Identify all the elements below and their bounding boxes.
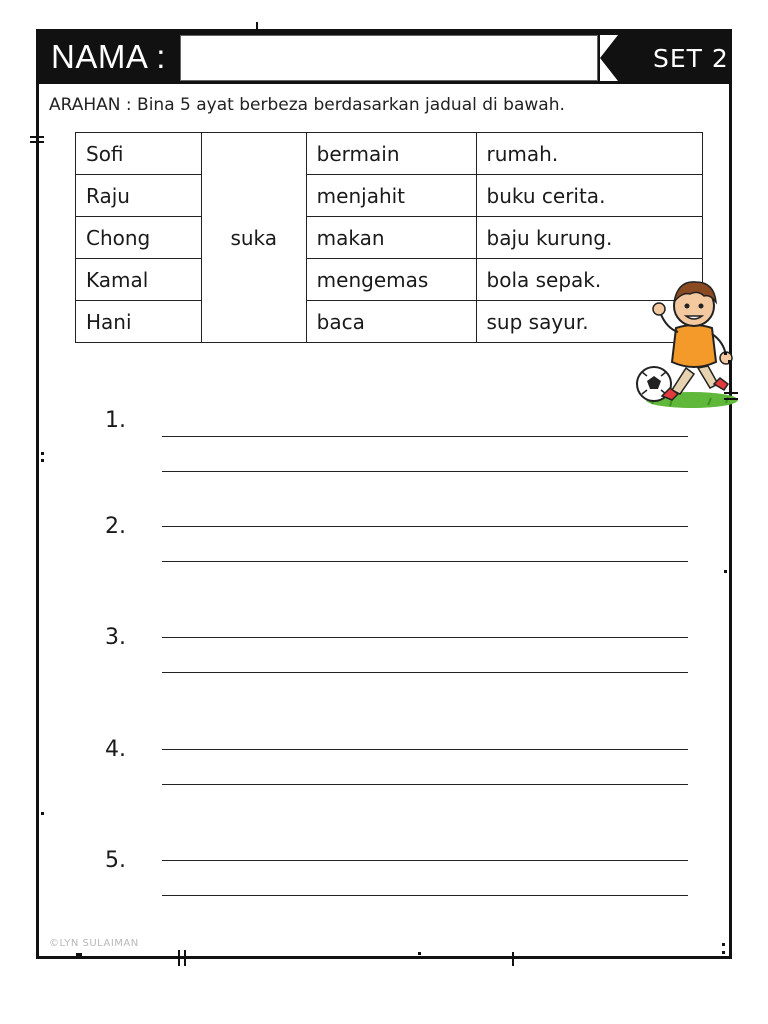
table-row: [76, 301, 703, 343]
action-cell: bermain: [306, 133, 476, 175]
border-tick: [30, 136, 44, 138]
border-tick: [724, 398, 738, 400]
object-cell: baju kurung.: [476, 217, 702, 259]
border-tick: [256, 22, 258, 30]
answer-line[interactable]: [162, 637, 688, 638]
name-field[interactable]: [180, 35, 598, 81]
word-table: [75, 132, 703, 343]
border-tick: [178, 950, 180, 966]
border-tick: [512, 952, 514, 966]
answer-number: 4.: [105, 737, 126, 762]
border-dot: [724, 352, 727, 355]
set-tag-notch: [600, 35, 618, 81]
border-tick: [30, 141, 44, 143]
answer-line[interactable]: [162, 471, 688, 472]
answer-line[interactable]: [162, 860, 688, 861]
instruction-text: ARAHAN : Bina 5 ayat berbeza berdasarkan jadual di bawah.: [49, 95, 565, 115]
action-cell: makan: [306, 217, 476, 259]
answer-number: 3.: [105, 625, 126, 650]
border-dot: [722, 943, 725, 946]
answer-number: 2.: [105, 514, 126, 539]
action-cell: mengemas: [306, 259, 476, 301]
table-row: [76, 175, 703, 217]
border-dot: [728, 360, 731, 363]
subject-cell: Raju: [76, 175, 202, 217]
subject-cell: Chong: [76, 217, 202, 259]
set-label: SET 2: [653, 44, 729, 73]
answer-line[interactable]: [162, 526, 688, 527]
name-label: NAMA :: [51, 38, 166, 75]
subject-cell: Kamal: [76, 259, 202, 301]
subject-cell: Hani: [76, 301, 202, 343]
border-tick: [184, 950, 186, 966]
answer-line[interactable]: [162, 784, 688, 785]
table-row: [76, 133, 703, 175]
answer-line[interactable]: [162, 749, 688, 750]
answer-line[interactable]: [162, 672, 688, 673]
action-cell: menjahit: [306, 175, 476, 217]
boy-kicking-football-icon: [630, 272, 740, 412]
answer-number: 1.: [105, 408, 126, 433]
answer-line[interactable]: [162, 895, 688, 896]
header-bar: [39, 32, 729, 84]
border-dot: [722, 951, 725, 954]
answer-number: 5.: [105, 848, 126, 873]
border-dot: [41, 459, 44, 462]
border-dot: [76, 953, 82, 956]
object-cell: rumah.: [476, 133, 702, 175]
object-cell: buku cerita.: [476, 175, 702, 217]
border-dot: [724, 570, 727, 573]
object-cell: sup sayur.: [476, 301, 702, 343]
answer-line[interactable]: [162, 561, 688, 562]
verb-cell: suka: [201, 133, 306, 343]
border-dot: [418, 952, 421, 955]
object-cell: bola sepak.: [476, 259, 702, 301]
action-cell: baca: [306, 301, 476, 343]
border-tick: [724, 392, 738, 394]
copyright-text: ©LYN SULAIMAN: [49, 938, 139, 949]
subject-cell: Sofi: [76, 133, 202, 175]
answer-line[interactable]: [162, 436, 688, 437]
table-row: [76, 217, 703, 259]
worksheet: [36, 29, 732, 959]
border-dot: [41, 812, 44, 815]
table-row: [76, 259, 703, 301]
border-dot: [41, 452, 44, 455]
